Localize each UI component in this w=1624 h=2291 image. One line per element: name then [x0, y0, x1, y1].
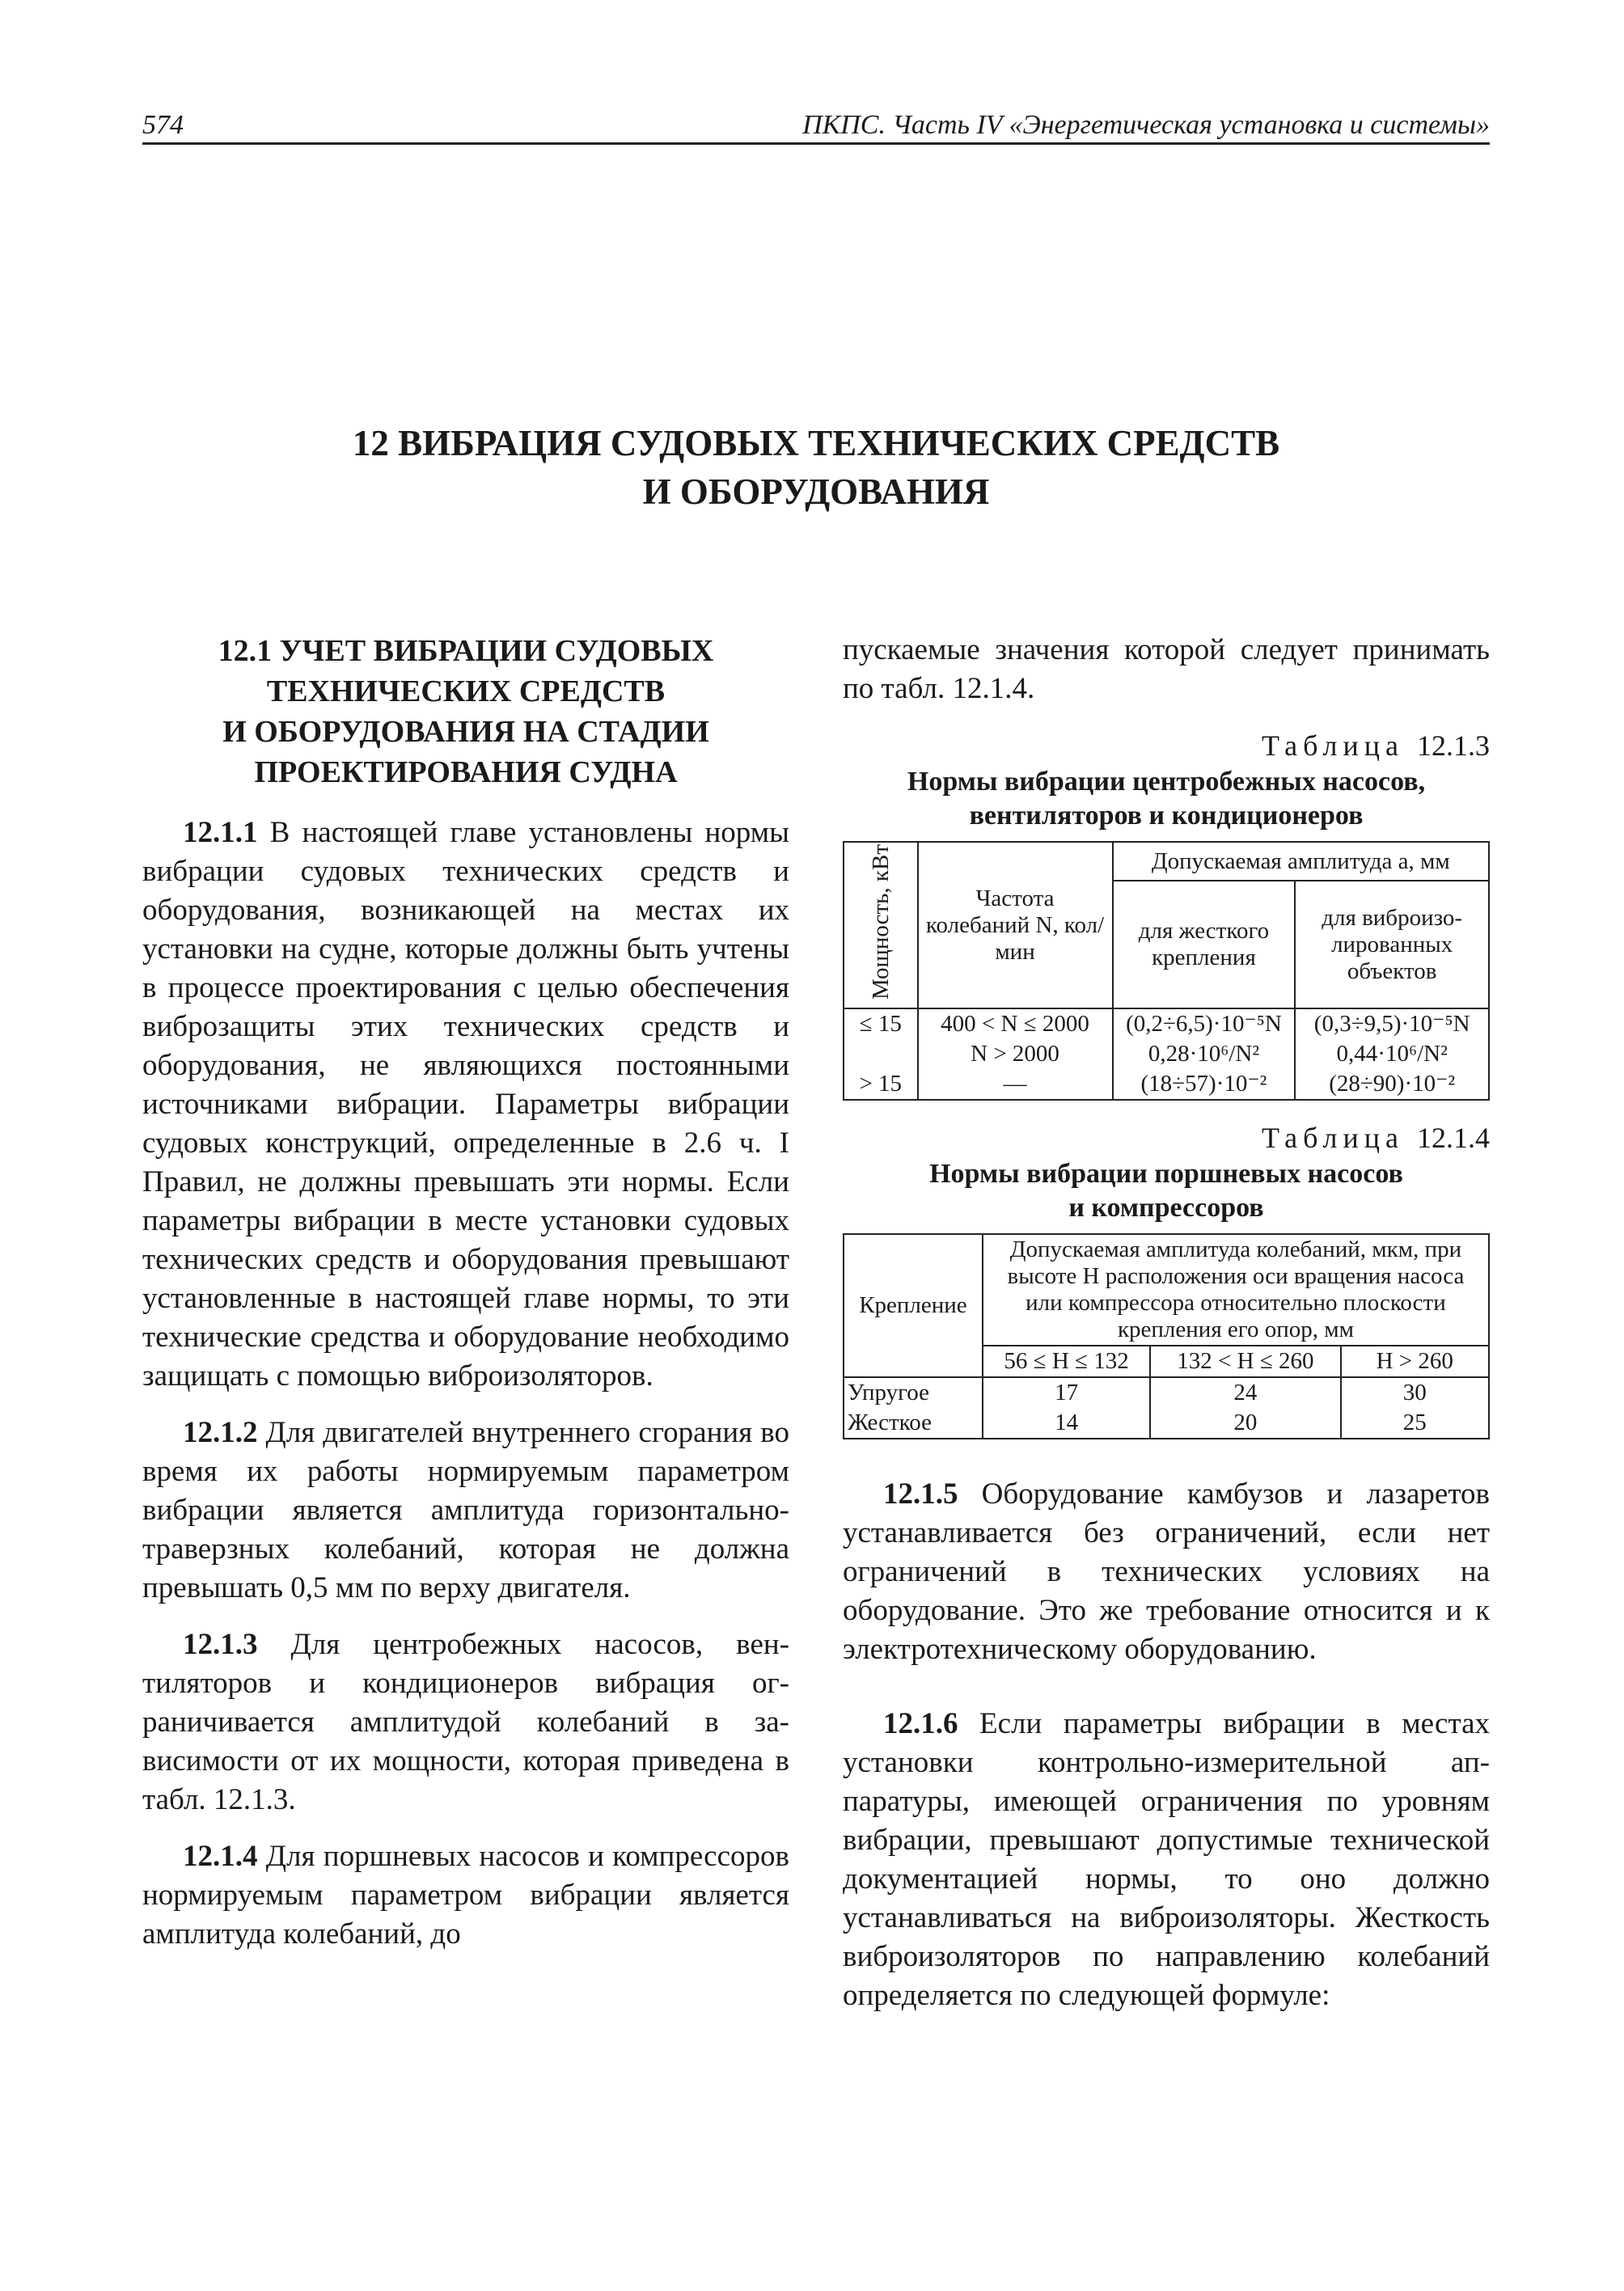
running-header: [142, 110, 1490, 145]
table-cell: 30: [1341, 1377, 1489, 1408]
paragraph-12-1-6: [843, 1705, 1490, 2015]
right-column: [843, 631, 1490, 2015]
table-cell: ≤ 15: [844, 1008, 918, 1039]
table-title-line-1: Нормы вибрации центробежных насосов,: [907, 767, 1426, 797]
header-rigid: для жесткого крепления: [1113, 881, 1296, 1008]
paragraph-text: В настоящей главе установлены нормы вибрации судовых технических средств и оборудования, возникающей на местах их установки на судне, которые должны быть учтены в процессе проектирования с целью обеспечения виброзащиты этих технических средств и оборудования, не являющихся постоянными источниками вибрации. Параметры вибрации судовых конструкций, определенные в 2.6 ч. I Правил, не должны превышать эти нормы. Если параметры вибрации в месте установки судовых технических средств и оборудования превышают установленные в настоящей главе нормы, то эти технические средства и оборудование необходимо защищать с помощью виброизоляторов.: [142, 816, 790, 1393]
paragraph-number: 12.1.2: [183, 1416, 258, 1449]
running-title: ПКПС. Часть IV «Энергетическая установка и системы»: [802, 110, 1490, 140]
table-cell: (28÷90)·10⁻²: [1295, 1069, 1489, 1100]
paragraph-number: 12.1.5: [883, 1477, 958, 1511]
table-cell: 14: [983, 1408, 1150, 1439]
header-height-1: 56 ≤ H ≤ 132: [983, 1346, 1150, 1377]
paragraph-text: Оборудование камбузов и лазаретов устанавливается без ограничений, если нет ограничений в технических условиях на оборудование. Это же требование относится и к электротехническому оборудованию.: [843, 1477, 1490, 1667]
table-label-word: Таблица: [1262, 1122, 1404, 1155]
table-cell: 20: [1150, 1408, 1340, 1439]
table-cell: 17: [983, 1377, 1150, 1408]
paragraph-12-1-4: [142, 1837, 789, 1954]
header-mount: Крепление: [844, 1234, 983, 1377]
table-cell: Жесткое: [844, 1408, 983, 1439]
header-height-2: 132 < H ≤ 260: [1150, 1346, 1340, 1377]
paragraph-number: 12.1.1: [183, 816, 258, 849]
table-cell: (18÷57)·10⁻²: [1113, 1069, 1296, 1100]
table-label-word: Таблица: [1262, 729, 1404, 762]
table-title-line-2: и компрессоров: [1068, 1193, 1264, 1224]
table-label-number: 12.1.3: [1417, 729, 1490, 762]
table-title-line-2: вентиляторов и кондиционеров: [969, 801, 1364, 831]
paragraph-text: Для поршневых насосов и компрессоров нормируемым параметром вибрации является амплитуда колебаний, до: [142, 1840, 789, 1951]
section-heading-line-4: ПРОЕКТИРОВАНИЯ СУДНА: [254, 755, 678, 789]
table-label-number: 12.1.4: [1417, 1122, 1490, 1155]
section-heading-line-2: ТЕХНИЧЕСКИХ СРЕДСТВ: [266, 674, 666, 708]
table-12-1-4-label: [843, 1120, 1490, 1156]
paragraph-12-1-2: [142, 1414, 789, 1608]
header-isolated: для виброизолированных объектов: [1295, 881, 1489, 1008]
table-12-1-4: [843, 1233, 1490, 1439]
header-power-text: Мощность, кВт: [867, 844, 894, 1000]
paragraph-12-1-4-continued: пускаемые значения которой следует принимать по табл. 12.1.4.: [843, 633, 1490, 705]
paragraph-text: Для центробежных насосов, вентиляторов и кондиционеров вибрация ограничивается амплитудой колебаний в зависимости от их мощности, которая приведена в табл. 12.1.3.: [142, 1628, 789, 1816]
chapter-title: [142, 419, 1490, 516]
paragraph-12-1-5: [843, 1475, 1490, 1669]
chapter-title-line-2: И ОБОРУДОВАНИЯ: [642, 471, 990, 512]
table-cell: Упругое: [844, 1377, 983, 1408]
section-heading-line-1: 12.1 УЧЕТ ВИБРАЦИИ СУДОВЫХ: [218, 634, 714, 668]
table-12-1-4-title: [843, 1157, 1490, 1225]
table-cell: 24: [1150, 1377, 1340, 1408]
section-heading: [142, 631, 789, 793]
section-heading-line-3: И ОБОРУДОВАНИЯ НА СТАДИИ: [222, 715, 709, 749]
header-amplitude: Допускаемая амплитуда колебаний, мкм, при высоте H расположения оси вращения насоса или компрессора относительно плоскости крепления его опор, мм: [983, 1234, 1489, 1346]
table-12-1-3-title: [843, 765, 1490, 833]
header-power: [844, 842, 918, 1008]
left-column: [142, 631, 789, 1954]
table-12-1-3: [843, 841, 1490, 1101]
table-title-line-1: Нормы вибрации поршневых насосов: [929, 1159, 1403, 1190]
table-cell: 0,28·10⁶/N²: [1113, 1039, 1296, 1069]
table-cell: 400 < N ≤ 2000: [918, 1008, 1113, 1039]
paragraph-number: 12.1.3: [183, 1628, 258, 1661]
table-cell: 25: [1341, 1408, 1489, 1439]
paragraph-text: Если параметры вибрации в местах установки контрольно-измерительной аппаратуры, имеющей ограничения по уровням вибрации, превышают допустимые технической документацией нормы, то оно должно устанавливаться на виброизоляторы. Жесткость виброизоляторов по направлению колебаний определяется по следующей формуле:: [843, 1707, 1490, 2013]
paragraph-number: 12.1.6: [883, 1707, 958, 1741]
table-cell: N > 2000: [918, 1039, 1113, 1069]
header-height-3: H > 260: [1341, 1346, 1489, 1377]
table-cell: (0,2÷6,5)·10⁻⁵N: [1113, 1008, 1296, 1039]
table-cell: 0,44·10⁶/N²: [1295, 1039, 1489, 1069]
paragraph-12-1-3: [142, 1625, 789, 1820]
paragraph-12-1-1: [142, 814, 789, 1396]
header-amplitude: Допускаемая амплитуда a, мм: [1113, 842, 1489, 881]
paragraph-number: 12.1.4: [183, 1840, 258, 1873]
paragraph-text: Для двигателей внутреннего сгорания во время их работы нормируемым параметром вибрации является амплитуда горизонтально-траверзных колебаний, которая не должна превышать 0,5 мм по верху двигателя.: [142, 1416, 789, 1604]
table-cell: —: [918, 1069, 1113, 1100]
chapter-title-line-1: 12 ВИБРАЦИЯ СУДОВЫХ ТЕХНИЧЕСКИХ СРЕДСТВ: [352, 423, 1280, 463]
header-frequency: Частота колебаний N, кол/мин: [918, 842, 1113, 1008]
table-cell: (0,3÷9,5)·10⁻⁵N: [1295, 1008, 1489, 1039]
table-12-1-3-label: [843, 728, 1490, 763]
page-number: 574: [142, 110, 184, 140]
table-cell: > 15: [844, 1069, 918, 1100]
table-cell: [844, 1039, 918, 1069]
